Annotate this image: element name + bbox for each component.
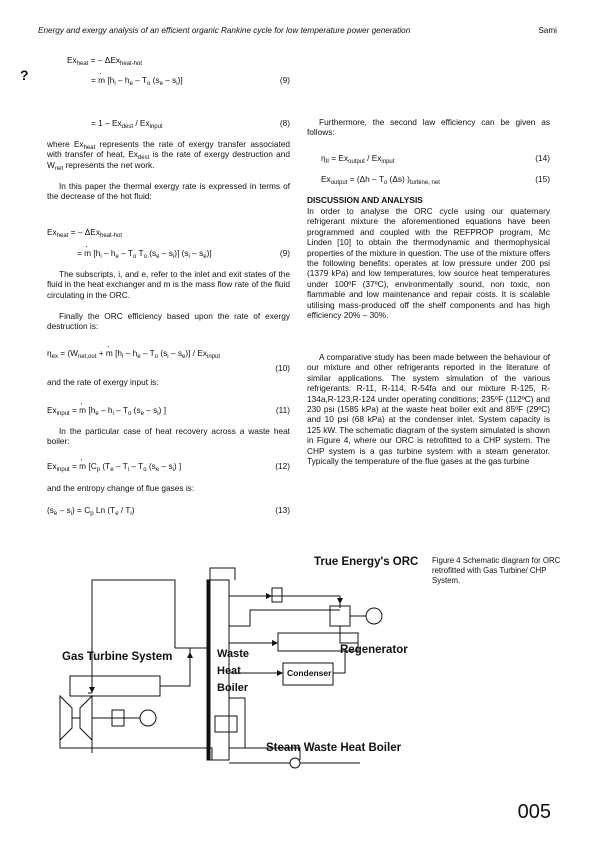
paragraph: where $Ex_{heat}$ represents the rate of exergy transfer associated with transfer of heat, $Ex_{dest}$ is the rate of exergy destruction and $W_{net}$ represents the net work. [47,139,290,172]
equation-number: (14) [535,153,550,163]
equation-number: (8) [279,118,290,128]
equation-11: $Ex_{input} = m \cdot [h_e - h_i - T_o$ $(s_e - s_i)$ ] [47,405,166,415]
paragraph: and the rate of exergy input is: [47,377,159,387]
paragraph: A comparative study has been made between the behaviour of our mixture and other refrigerants reported in the literature of similar applications. The system simulation of the various refrigerants: R-11, R-114, R-54fa and our mixture R-125, R-134a,R-123,R-124 under operating conditions; 235ºF (112ºC) and 230 psi (1585 kPa) at the waste heat boiler exit and 85ºF (29ºC) and 10 psi (68 kPa) at the condenser inlet. System capacity is 125 kW. The schematic diagram of the system simulated is shown in Figure 4, where our ORC is retrofitted to a CHP system. The CHP system is a gas turbine system with a steam generator. Typically the temperature of the flue gases at the gas turbine [307,352,550,467]
header-author: Sami [538,26,557,35]
equation-exheat: $Ex_{heat}$ = – ΔEx$_{heat-hot}$ [67,55,143,67]
boiler-fill [207,580,210,760]
paragraph: Furthermore, the second law efficiency can be given as follows: [307,117,550,138]
paragraph: The subscripts, i, and e, refer to the inlet and exit states of the fluid in the heat exchanger and m is the mass flow rate of the fluid circulating in the ORC. [47,269,290,300]
label-true-energy-orc: True Energy's ORC [314,556,419,568]
section-heading: DISCUSSION AND ANALYSIS [307,195,423,205]
equation-9b: = $m \cdot [h_i - h_e - T_o$ $T_o$ $(s_e - s_i)$] $(s_i - s_e)$] [77,248,212,258]
equation-exheat-b: $Ex_{heat}$ = – ΔEx$_{heat-hot}$ [47,227,123,239]
figure-4 [40,548,560,788]
label-heat: Heat [217,665,241,677]
equation-number: (9) [279,248,290,258]
generator-circle [140,710,156,726]
equation-number: (11) [275,405,290,415]
equation-12: $Ex_{input} = m \cdot [C_p$ ($T_e - T_i - T_o$ $(s_e - s_i)$ ] [47,461,181,471]
paragraph: In this paper the thermal exergy rate is expressed in terms of the decrease of the hot fluid: [47,181,290,202]
equation-9a: = $m \cdot [h_i - h_e - T_o$ $(s_e - s_i)$] [91,75,183,85]
label-steam-waste-heat-boiler: Steam Waste Heat Boiler [266,742,402,754]
steam-box [215,716,237,732]
paragraph: Finally the ORC efficiency based upon the rate of exergy destruction is: [47,311,290,332]
equation-number: (10) [275,363,290,373]
orc-pump-box [272,588,282,602]
paragraph: In order to analyse the ORC cycle using our quaternary refrigerant mixture the aforementioned equations have been programmed and coupled with the REFPROP program, Mc Linden [10] to obtain the thermodynamic and thermophysical properties of the mixture in question. The use of the mixture offers the following benefits: operates at low pressure under 200 psi (1379 kPa) and low temperatures, low source heat temperatures under 100ºF (37ºC), environmentally sound, non toxic, non flammable and low maintenance and repair costs. It is scalable utilising mass-produced off the shelf components and has high efficiency 20% – 30%. [307,206,550,321]
orc-generator-circle [366,608,382,624]
label-condenser: Condenser [287,668,332,678]
label-gas-turbine-system: Gas Turbine System [62,651,173,663]
equation-14: $\eta_{II} = Ex_{output} / Ex_{input}$ [321,153,395,165]
equation-number: (12) [275,461,290,471]
figure-caption: Figure 4 Schematic diagram for ORC retrofitted with Gas Turbine/ CHP System. [432,556,561,585]
equation-number: (15) [535,174,550,184]
equation-13: $(s_e - s_i) = C_p$ Ln $(T_e / T_i)$ [47,505,135,517]
compressor-shape [60,696,72,740]
equation-10: $\eta_{ex} = (W_{net,out} + m \cdot [h_i - h_e - T_o$ $(s_i - s_e)] / Ex_{input}$ [47,348,220,358]
combustor-box [70,676,160,696]
paragraph: In the particular case of heat recovery across a waste heat boiler: [47,426,290,447]
turbine-shape [80,696,92,740]
equation-number: (9) [279,75,290,85]
paragraph: and the entropy change of flue gases is: [47,483,195,493]
equation-number: (13) [275,505,290,515]
running-header [38,24,557,38]
orc-turbine-box [330,606,350,626]
equation-8: = $1 - Ex_{dest} / Ex_{input}$ [91,118,163,130]
margin-mark: ? [20,67,29,83]
equation-15: $Ex_{output} = (\Delta h - T_o$ (Δs) )$_{turbine, net}$ [321,174,440,186]
page-number: 005 [517,801,551,823]
steam-pump-circle [290,758,300,768]
label-boiler: Boiler [217,682,249,694]
label-waste: Waste [217,648,249,660]
label-regenerator: Regenerator [340,644,408,656]
header-title: Energy and exergy analysis of an efficient organic Rankine cycle for low temperature power generation [38,26,411,35]
